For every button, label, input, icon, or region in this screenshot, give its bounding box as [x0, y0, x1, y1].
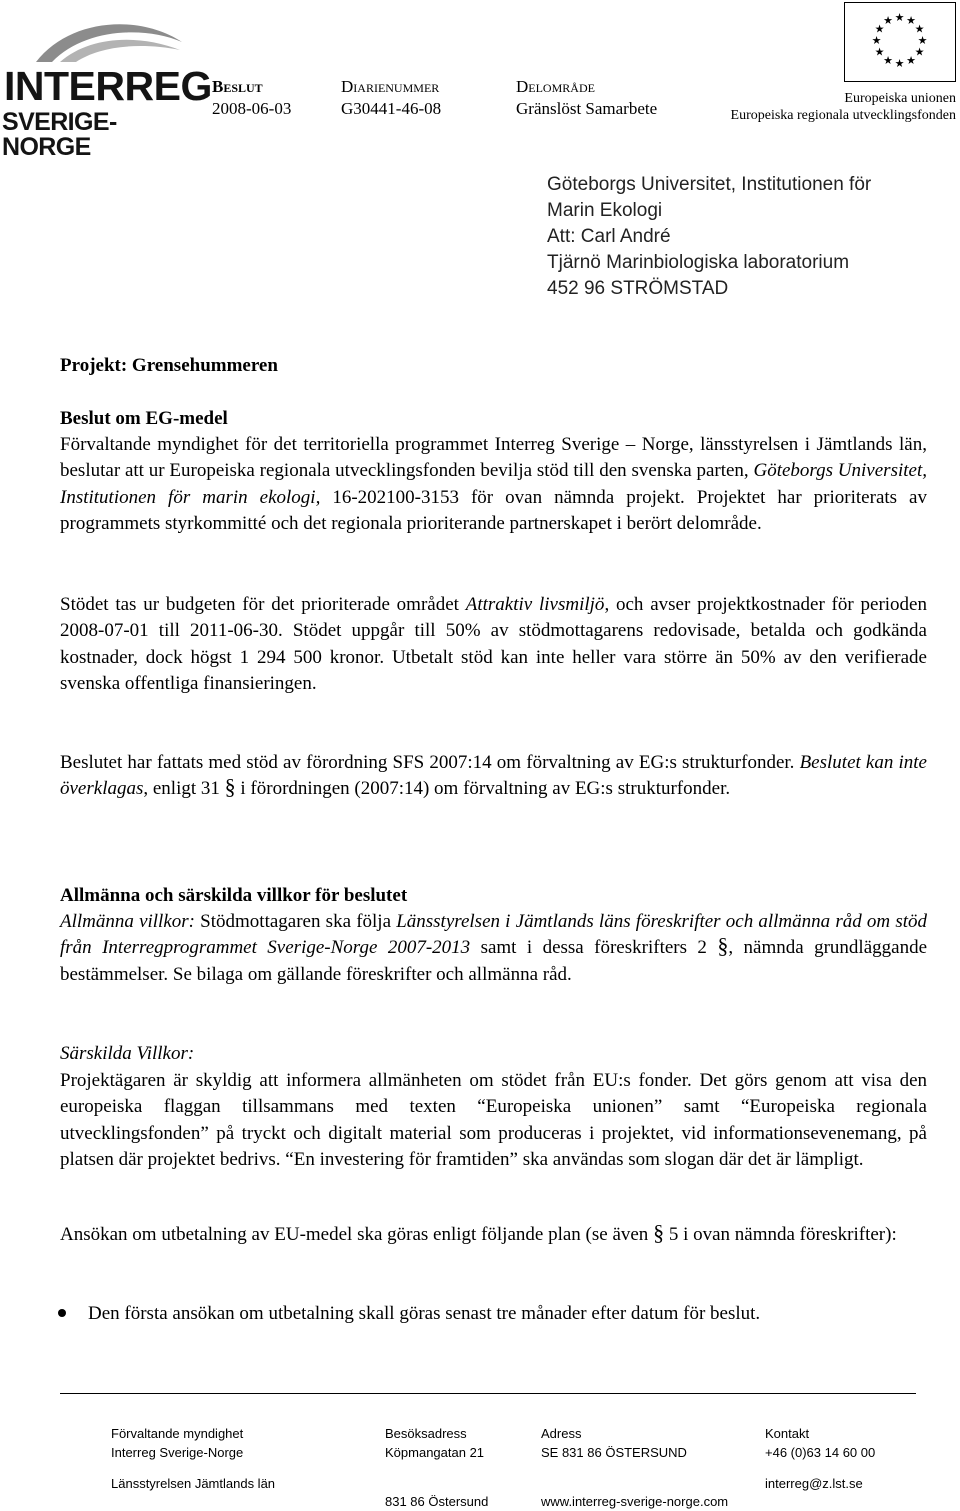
footer-line: Förvaltande myndighet — [111, 1426, 244, 1441]
conditions-heading: Allmänna och särskilda villkor för beslutet — [60, 885, 408, 906]
footer-column-visit — [385, 1424, 488, 1511]
footer-line: Köpmangatan 21 — [385, 1445, 485, 1460]
special-conditions-paragraph: Projektägaren är skyldig att informera allmänheten om stödet från EU:s fonder. Det görs genom att visa den europeiska flaggan tillsammans med texten “Europeiska unionen” samt “Europeiska regionala utvecklingsfonden” på tryckt och digitalt material som produceras i projektet, vid informationsevenemang, på platsen där projektet bedrivs. “En investering för framtiden” ska användas som slogan där det är lämpligt. — [60, 1070, 927, 1171]
eu-line-2: Europeiska regionala utvecklingsfonden — [730, 108, 956, 123]
header-beslut — [212, 76, 291, 120]
payment-list-item — [58, 1301, 760, 1327]
footer-line: Adress — [541, 1426, 582, 1441]
decision-paragraph-2 — [60, 592, 927, 698]
text-run: , nämnda grundläggande bestämmelser. Se bilaga om gällande föreskrifter och allmänna råd. — [60, 937, 928, 985]
svg-text:★: ★ — [883, 14, 893, 27]
text-run: Stödmottagaren ska följa — [195, 911, 397, 932]
footer-column-address — [541, 1424, 728, 1511]
text-run: Ansökan om utbetalning av EU-medel ska göras enligt följande plan (se även — [60, 1224, 654, 1245]
address-line: Marin Ekologi — [547, 200, 663, 221]
footer-divider — [60, 1393, 916, 1394]
footer-line: Kontakt — [765, 1426, 810, 1441]
footer-phone: +46 (0)63 14 60 00 — [765, 1445, 876, 1460]
footer-website-link[interactable]: www.interreg-sverige-norge.com — [541, 1494, 729, 1509]
interreg-swoosh-icon — [30, 20, 185, 64]
text-run: , enligt 31 — [143, 778, 225, 800]
svg-text:★: ★ — [883, 54, 893, 67]
decision-heading: Beslut om EG-medel — [60, 408, 228, 429]
logo-text-interreg: INTERREG — [4, 63, 212, 109]
diarienummer-label: Diarienummer — [341, 77, 440, 96]
header-diarienummer — [341, 76, 441, 120]
general-conditions-label: Allmänna villkor: — [60, 911, 195, 932]
special-conditions-label — [60, 1041, 927, 1067]
footer-line: Interreg Sverige-Norge — [111, 1445, 244, 1460]
svg-text:★: ★ — [874, 22, 885, 36]
eu-caption — [731, 90, 956, 124]
footer-line: Länsstyrelsen Jämtlands län — [111, 1476, 276, 1491]
interreg-logo — [0, 20, 212, 161]
section-sign: § — [717, 933, 729, 959]
eu-flag-icon — [844, 2, 956, 82]
footer-column-authority — [111, 1424, 275, 1493]
text-run: , och avser projektkostnader för perioden 2008-07-01 till 2011-06-30. Stödet uppgår till 50% av stödmottagarens redovisade, betalda och godkända kostnader, dock högst 1 294 500 kronor. Utbetalt stöd kan inte heller vara större än 50% av den verifierade svenska offentliga finansieringen. — [60, 594, 927, 695]
svg-text:★: ★ — [917, 34, 928, 47]
decision-paragraph-1 — [60, 432, 927, 538]
svg-text:★: ★ — [894, 11, 905, 24]
delomrade-value: Gränslöst Samarbete — [516, 99, 658, 118]
general-conditions-paragraph — [60, 909, 927, 988]
decision-paragraph-3 — [60, 750, 927, 803]
address-line: Tjärnö Marinbiologiska laboratorium — [547, 252, 850, 273]
list-item-text: Den första ansökan om utbetalning skall göras senast tre månader efter datum för beslut. — [88, 1303, 761, 1324]
no-appeal-italic: Beslutet kan inte överklagas — [60, 752, 927, 800]
svg-text:★: ★ — [914, 22, 925, 36]
address-line: Att: Carl André — [547, 226, 671, 247]
footer-line: Besöksadress — [385, 1426, 467, 1441]
eu-line-1: Europeiska unionen — [844, 91, 956, 106]
section-sign: § — [653, 1220, 665, 1245]
footer-email-link[interactable]: interreg@z.lst.se — [765, 1476, 863, 1491]
text-run: Beslutet har fattats med stöd av förordning SFS 2007:14 om förvaltning av EG:s strukturfonder. — [60, 752, 800, 773]
svg-text:★: ★ — [914, 45, 925, 59]
svg-text:★: ★ — [874, 45, 885, 59]
text-run: Förvaltande myndighet för det territoriella programmet Interreg Sverige – Norge, länsstyrelsen i Jämtlands län, beslutar att ur Europeiska regionala utvecklingsfonden bevilja stöd till den svenska parten, — [60, 434, 927, 482]
footer-line: 831 86 Östersund — [385, 1494, 489, 1509]
header-delomrade — [516, 76, 657, 120]
payment-paragraph — [60, 1222, 927, 1248]
footer-line: SE 831 86 ÖSTERSUND — [541, 1445, 687, 1460]
footer-column-contact — [765, 1424, 875, 1493]
svg-text:★: ★ — [906, 14, 916, 27]
diarienummer-value: G30441-46-08 — [341, 99, 442, 118]
project-title: Projekt: Grensehummeren — [60, 355, 278, 376]
special-conditions-label-text: Särskilda Villkor: — [60, 1043, 195, 1064]
address-line: Göteborgs Universitet, Institutionen för — [547, 174, 872, 195]
recipient-address — [547, 172, 871, 302]
text-run: 16-202100-3153 för ovan nämnda projekt. Projektet har prioriterats av programmets styrkommitté och det regionala prioriterande partnerskapet i berört delområde. — [60, 486, 927, 535]
delomrade-label: Delområde — [516, 77, 595, 96]
svg-text:★: ★ — [906, 54, 916, 67]
text-run: 5 i ovan nämnda föreskrifter): — [664, 1224, 897, 1245]
address-line: 452 96 STRÖMSTAD — [547, 278, 729, 299]
text-run: samt i dessa föreskrifters 2 — [470, 937, 718, 959]
svg-text:★: ★ — [894, 57, 905, 70]
logo-text-sverige-norge: SVERIGE-NORGE — [2, 108, 117, 161]
beslut-label: Beslut — [212, 77, 263, 96]
regulations-title-italic: Länsstyrelsen i Jämtlands läns föreskrifter och allmänna råd om stöd från Interregprogrammet Sverige-Norge 2007-2013 — [60, 911, 927, 959]
beslut-date: 2008-06-03 — [212, 99, 292, 118]
svg-text:★: ★ — [871, 34, 882, 47]
section-sign: § — [224, 774, 236, 800]
recipient-name-italic: Göteborgs Universitet, Institutionen för marin ekologi, — [60, 460, 927, 508]
bullet-icon — [58, 1309, 66, 1317]
priority-area-italic: Attraktiv livsmiljö — [465, 594, 605, 615]
text-run: Stödet tas ur budgeten för det prioriterade området — [60, 594, 466, 615]
text-run: i förordningen (2007:14) om förvaltning av EG:s strukturfonder. — [235, 778, 731, 800]
eu-stars-icon — [845, 3, 954, 80]
